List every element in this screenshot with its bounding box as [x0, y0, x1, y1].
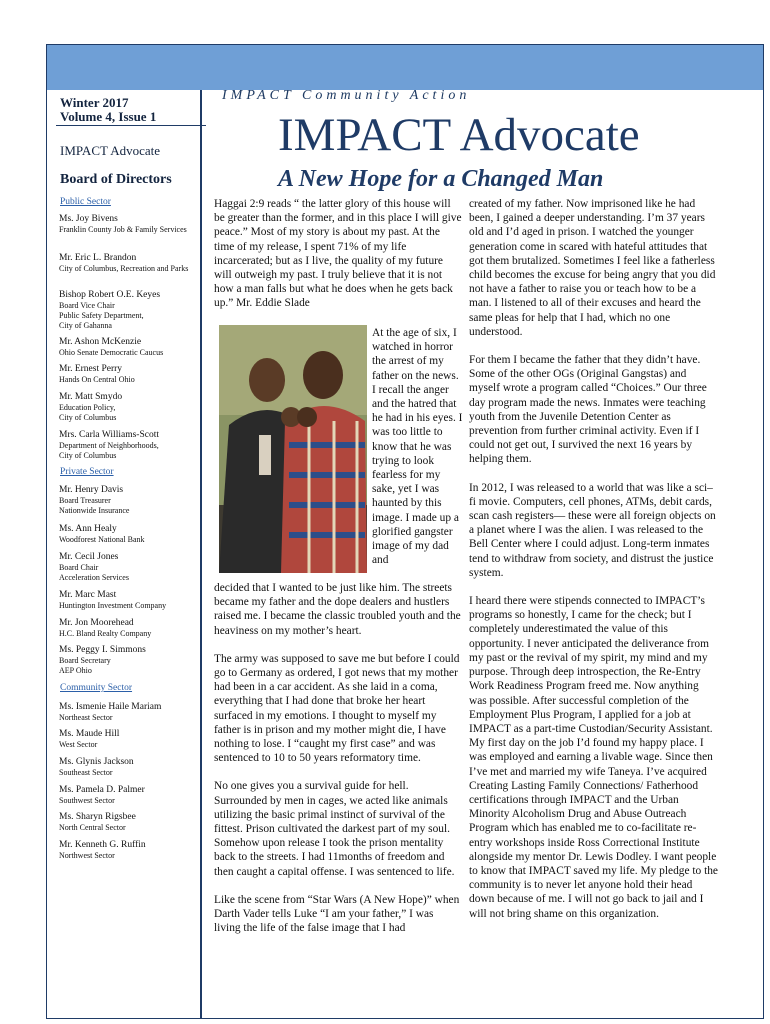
- member-name: Ms. Ismenie Haile Mariam: [59, 702, 162, 712]
- board-member: [59, 729, 201, 750]
- member-role: Board Chair Acceleration Services: [59, 563, 129, 582]
- member-name: Mrs. Carla Williams-Scott: [59, 430, 159, 440]
- board-member: [59, 430, 201, 461]
- board-member: [59, 645, 201, 676]
- member-role: Franklin County Job & Family Services: [59, 225, 187, 234]
- article-paragraph: For them I became the father that they didn’t have. Some of the other OGs (Original Gangstas) and myself wrote a program called “Choices.” Our three day program made the news. Inmates were teaching youth from the Juvenile Detention Center as prevention from further criminal activity. Even if I could not get out, I survived the next 16 years by helping them.: [469, 354, 707, 466]
- board-member: [59, 485, 201, 516]
- member-name: Ms. Joy Bivens: [59, 214, 118, 224]
- article-paragraph: In 2012, I was released to a world that was like a sci–fi movie. Computers, cell phones, ATMs, debit cards, scan cash registers— these were all foreign objects on a planet where I was the alien. I was released to the Bell Center where I could adjust. Long-term inmates tend to withdraw from society, and distrust the justice system.: [469, 481, 716, 579]
- member-name: Ms. Ann Healy: [59, 524, 117, 534]
- board-member: [59, 702, 201, 723]
- article-photo: [219, 325, 367, 573]
- article-text-wrap: At the age of six, I watched in horror the arrest of my father on the news. I recall the anger and the hatred that he had in his eyes. I was too little to know that he was trying to look fearless for my sake, yet I was haunted by this image. I made up a glorified gangster image of my dad and: [372, 327, 463, 567]
- board-member: [59, 552, 201, 583]
- member-role: Huntington Investment Company: [59, 601, 167, 610]
- member-name: Ms. Glynis Jackson: [59, 757, 134, 767]
- member-role: West Sector: [59, 740, 98, 749]
- article-paragraph: Haggai 2:9 reads “ the latter glory of this house will be greater than the former, and in this place I will give peace.” Most of my story is about my past. At the time of my release, I spent 71% of my life incarcerated; but as I live, the quality of my future will outweigh my past. I truly believe that it is not how a man falls but what he does when he gets back up.” Mr. Eddie Slade: [214, 198, 462, 310]
- masthead-title: IMPACT Advocate: [278, 109, 640, 161]
- member-role: Hands On Central Ohio: [59, 375, 135, 384]
- board-member: [59, 253, 201, 274]
- sidebar-publication-name: IMPACT Advocate: [60, 143, 161, 158]
- article-paragraph: The army was supposed to save me but before I could go to Germany as ordered, I got news that my mother had been in a car accident. As she laid in a coma, everything that I had done that broke her heart surfaced in my emotions. I thought to myself my father is in prison and my mother might die, I have nothing to lose. I “caught my first case” and was sentenced to 10 to 50 years reformatory time.: [214, 652, 460, 765]
- member-name: Ms. Peggy I. Simmons: [59, 645, 146, 655]
- article-paragraph: created of my father. Now imprisoned like he had been, I gained a deeper understanding. I’m 37 years old and I’d aged in prison. I watched the younger generation come in scared with hateful attitudes that got them brutalized. Sometimes I feel like a fatherless child becomes the excuse for being angry that you did not have a father to raise you or teach how to be a man. I listened to all of their excuses and heard the same pleas for help that I had, which no one understood.: [469, 198, 716, 338]
- member-name: Ms. Maude Hill: [59, 729, 120, 739]
- article-paragraph: Like the scene from “Star Wars (A New Hope)” when Darth Vader tells Luke “I am your father,” I was living the life of the false image that I had: [214, 893, 460, 935]
- member-role: Northwest Sector: [59, 851, 115, 860]
- member-role: Board Treasurer Nationwide Insurance: [59, 496, 130, 515]
- article-column-2: [469, 197, 719, 921]
- board-heading: Board of Directors: [60, 172, 172, 187]
- member-name: Bishop Robert O.E. Keyes: [59, 290, 161, 300]
- member-name: Mr. Henry Davis: [59, 485, 124, 495]
- member-role: Ohio Senate Democratic Caucus: [59, 348, 164, 357]
- member-name: Ms. Sharyn Rigsbee: [59, 812, 136, 822]
- article-paragraph: decided that I wanted to be just like him. The streets became my father and the dope dealers and hustlers raised me. I became the classic troubled youth and the heaviness on my mother’s heart.: [214, 582, 461, 637]
- member-role: Board Vice Chair Public Safety Department, City of Gahanna: [59, 301, 144, 330]
- member-name: Mr. Cecil Jones: [59, 552, 119, 562]
- board-member: [59, 364, 201, 385]
- member-name: Mr. Kenneth G. Ruffin: [59, 840, 146, 850]
- article-paragraph: No one gives you a survival guide for hell. Surrounded by men in cages, we acted like animals utilizing the basic primal instinct of survival of the fittest. Prison cultivated the darkest part of my soul. Somehow upon release I took the prison mentality back to the streets. I had 11months of freedom and then caught a capital offense. I was sentenced to life.: [214, 780, 455, 878]
- photo-illustration: [219, 325, 367, 573]
- member-name: Mr. Matt Smydo: [59, 392, 123, 402]
- board-member: [59, 337, 201, 358]
- sidebar-top-divider: [56, 125, 206, 126]
- article-headline: A New Hope for a Changed Man: [278, 166, 604, 192]
- article-paragraph: I heard there were stipends connected to IMPACT’s programs so honestly, I came for the check; but I completely underestimated the value of this opportunity. I never anticipated the deliverance from my past or the revival of my spirit, my mind and my purpose. Through deep introspection, the Re-Entry Work Readiness Program freed me. Now anything was possible. After successful completion of the Employment Plus Program, I applied for a job at IMPACT as a part-time Custodian/Security Assistant. My first day on the job I’d found my happy place. I was employed and earning a livable wage. Since then I’ve met and married my wife Taneya. I’ve acquired Creating Lasting Family Connections/ Fatherhood certifications through IMPACT and the Urban Minority Alcoholism Drug and Abuse Outreach Program which has enabled me to co-facilitate re-entry workshops inside Ross Correctional Institute alongside my mentor Dr. Lewis Dodley. I want people to know that IMPACT saved my life. My pledge to the community is to never let anyone hold their head down because of me. I will not go back to jail and I will not bring shame on this organization.: [469, 595, 718, 920]
- member-role: Southwest Sector: [59, 796, 115, 805]
- section-public[interactable]: Public Sector: [60, 197, 111, 207]
- board-member: [59, 214, 201, 235]
- member-role: Board Secretary AEP Ohio: [59, 656, 111, 675]
- board-member: [59, 392, 201, 423]
- member-role: H.C. Bland Realty Company: [59, 629, 152, 638]
- member-name: Ms. Pamela D. Palmer: [59, 785, 145, 795]
- board-member: [59, 618, 201, 639]
- article-column-1-body: [214, 581, 462, 935]
- section-private[interactable]: Private Sector: [60, 467, 114, 477]
- member-role: Education Policy, City of Columbus: [59, 403, 117, 422]
- board-member: [59, 290, 201, 331]
- issue-volume: Volume 4, Issue 1: [60, 109, 157, 124]
- member-role: City of Columbus, Recreation and Parks: [59, 264, 189, 273]
- article-column-1-intro: [214, 197, 462, 311]
- member-role: Woodforest National Bank: [59, 535, 145, 544]
- masthead-tagline: IMPACT Community Action: [222, 88, 471, 103]
- member-role: Northeast Sector: [59, 713, 113, 722]
- board-member: [59, 524, 201, 545]
- member-name: Mr. Jon Moorehead: [59, 618, 134, 628]
- board-member: [59, 812, 201, 833]
- issue-season: Winter 2017: [60, 95, 129, 110]
- board-member: [59, 785, 201, 806]
- board-member: [59, 757, 201, 778]
- section-community[interactable]: Community Sector: [60, 683, 133, 693]
- member-name: Mr. Eric L. Brandon: [59, 253, 137, 263]
- board-member: [59, 590, 201, 611]
- member-name: Mr. Ernest Perry: [59, 364, 123, 374]
- board-member: [59, 840, 201, 861]
- member-name: Mr. Ashon McKenzie: [59, 337, 142, 347]
- member-role: Southeast Sector: [59, 768, 113, 777]
- member-role: North Central Sector: [59, 823, 126, 832]
- member-name: Mr. Marc Mast: [59, 590, 117, 600]
- member-role: Department of Neighborhoods, City of Columbus: [59, 441, 159, 460]
